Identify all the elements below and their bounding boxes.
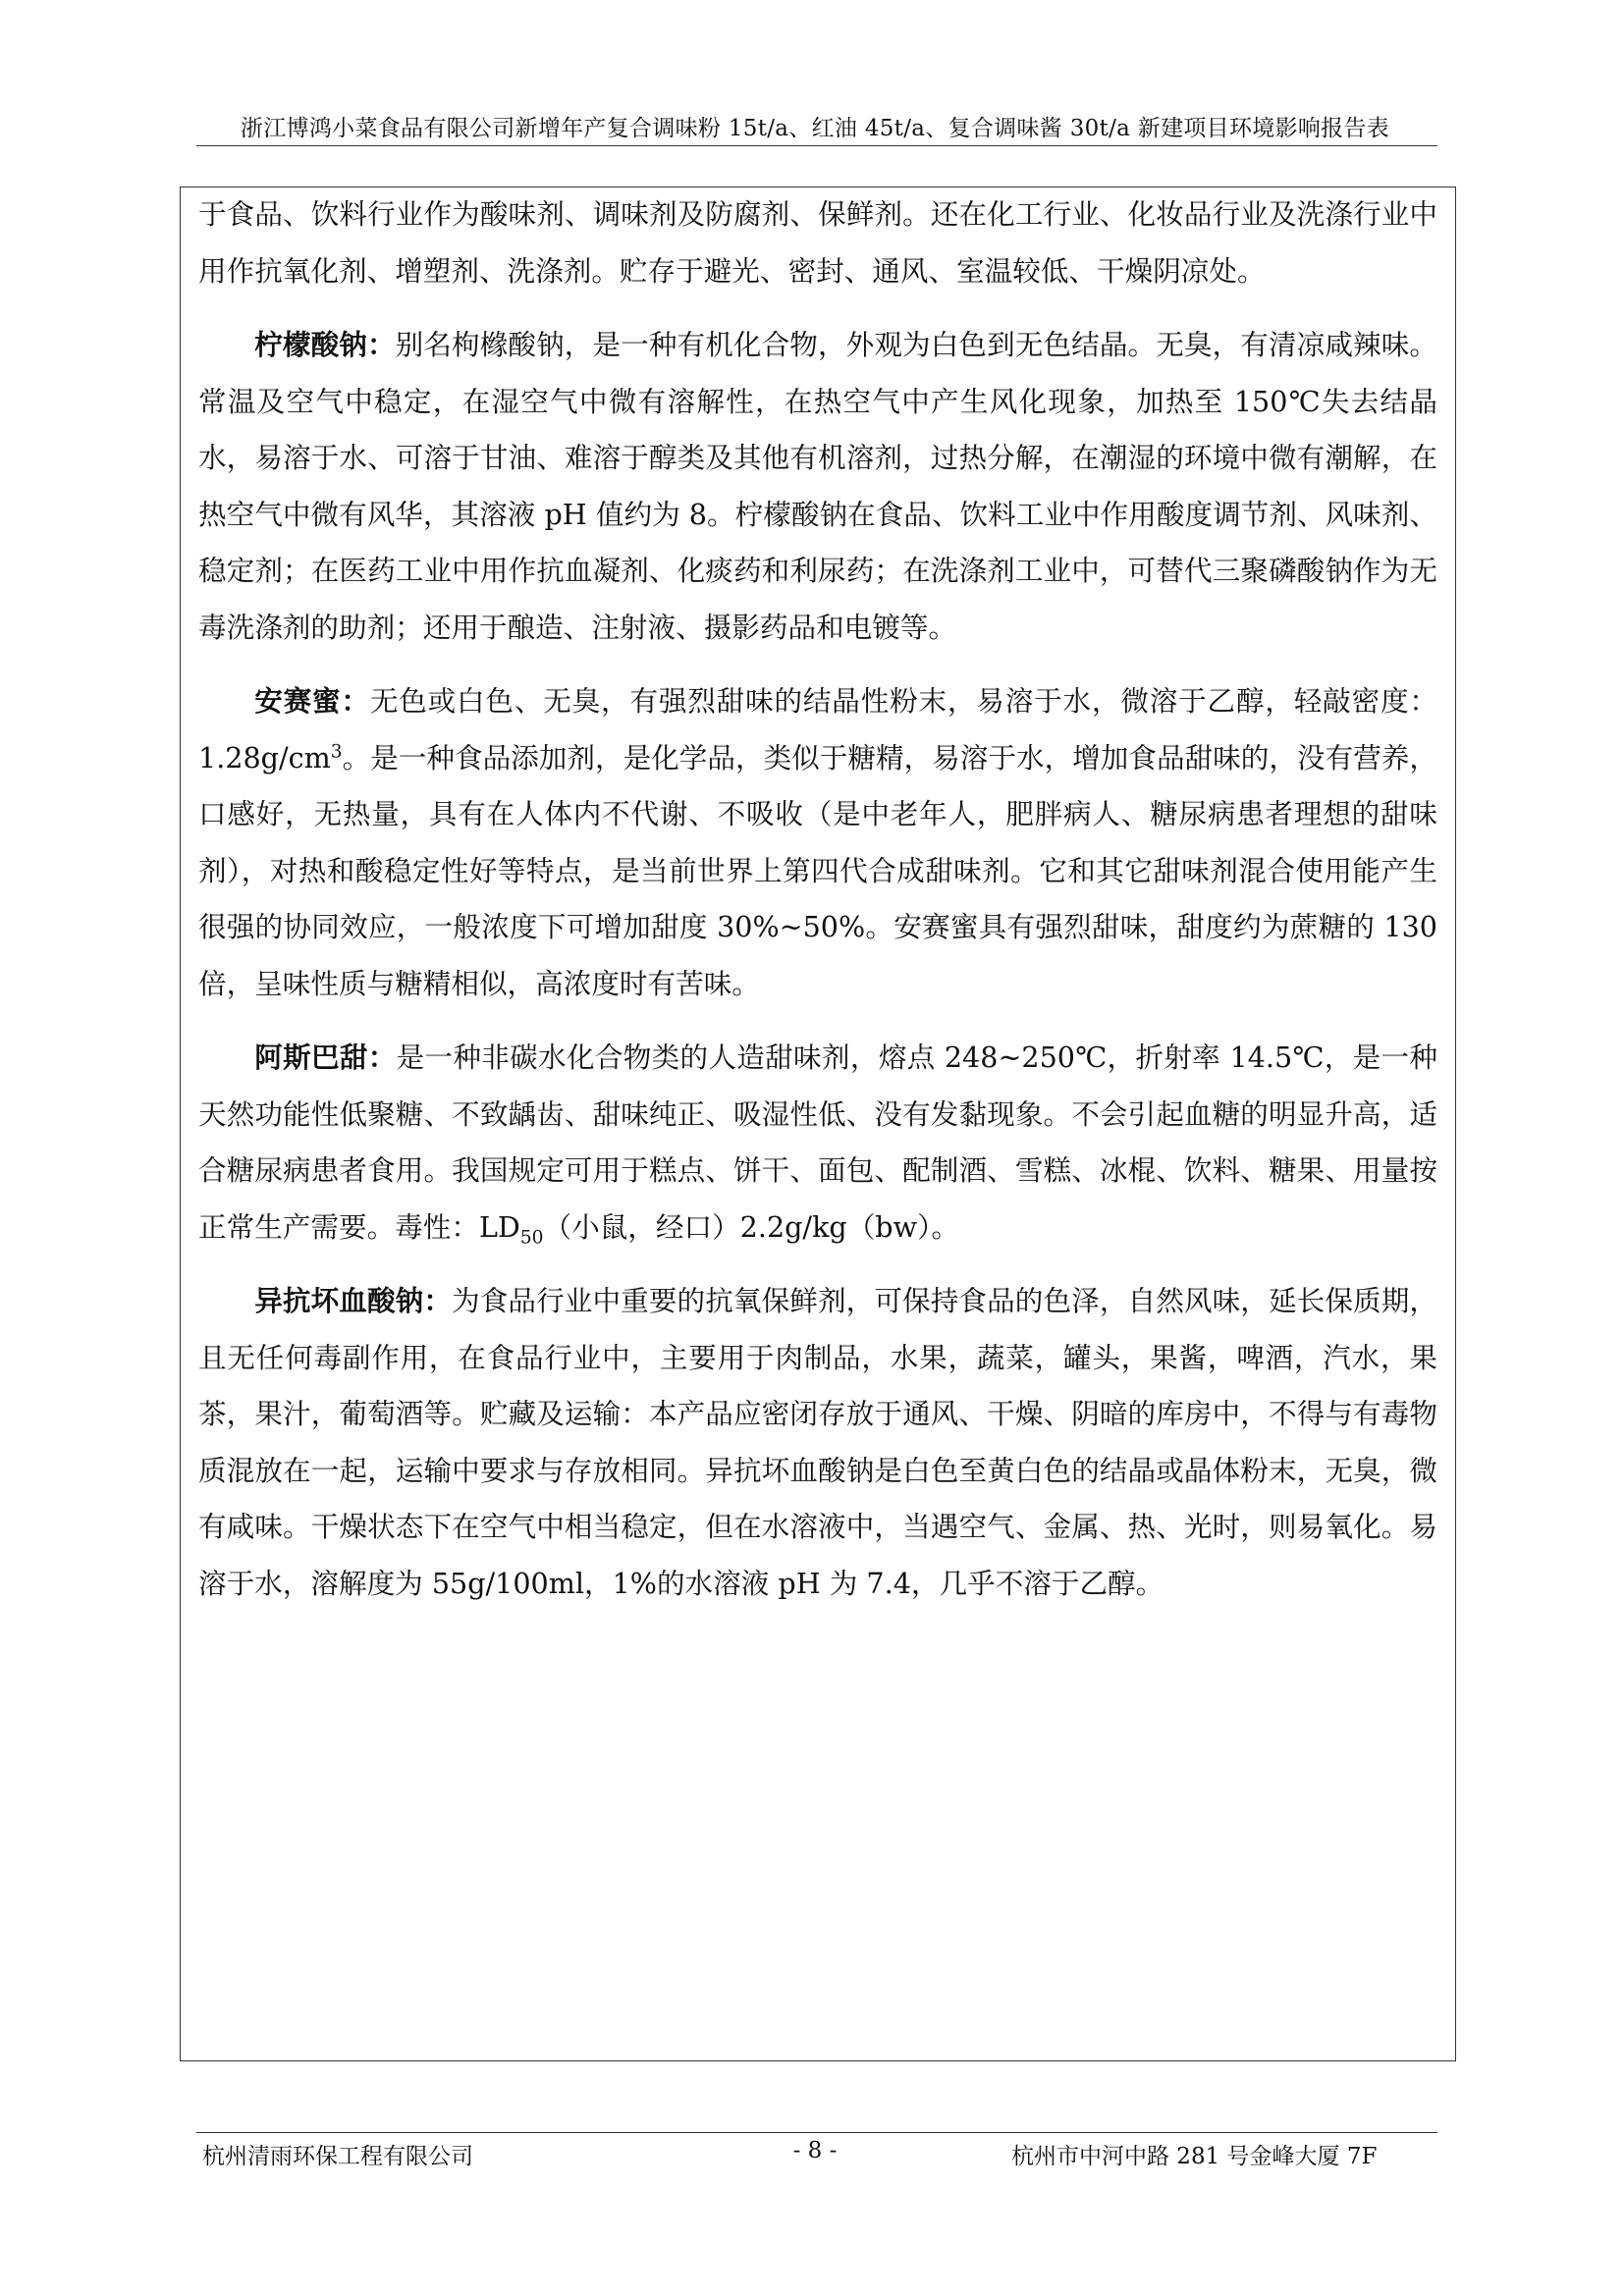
superscript: 3 xyxy=(330,740,343,762)
page-header-title: 浙江博鸿小菜食品有限公司新增年产复合调味粉 15t/a、红油 45t/a、复合调味酱 30t/a 新建项目环境影响报告表 xyxy=(240,116,1390,141)
entry-acesulfame xyxy=(198,673,1437,1012)
footer-divider xyxy=(196,2132,1437,2133)
page-number: - 8 - xyxy=(792,2138,838,2163)
term-sodium-citrate: 柠檬酸钠： xyxy=(254,328,396,361)
term-sodium-erythorbate: 异抗坏血酸钠： xyxy=(254,1284,453,1317)
entry-aspartame xyxy=(198,1030,1437,1255)
subscript: 50 xyxy=(519,1227,544,1249)
entry-sodium-erythorbate xyxy=(198,1273,1437,1612)
entry-text: 。是一种食品添加剂，是化学品，类似于糖精，易溶于水，增加食品甜味的，没有营养，口感好，无热量，具有在人体内不代谢、不吸收（是中老年人，肥胖病人、糖尿病患者理想的甜味剂），对热和酸稳定性好等特点，是当前世界上第四代合成甜味剂。它和其它甜味剂混合使用能产生很强的协同效应，一般浓度下可增加甜度 30%~50%。安赛蜜具有强烈甜味，甜度约为蔗糖的 130 倍，呈味性质与糖精相似，高浓度时有苦味。 xyxy=(198,740,1437,1000)
entry-text: 为食品行业中重要的抗氧保鲜剂，可保持食品的色泽，自然风味，延长保质期，且无任何毒副作用，在食品行业中，主要用于肉制品，水果，蔬菜，罐头，果酱，啤酒，汽水，果茶，果汁，葡萄酒等。贮藏及运输：本产品应密闭存放于通风、干燥、阴暗的库房中，不得与有毒物质混放在一起，运输中要求与存放相同。异抗坏血酸钠是白色至黄白色的结晶或晶体粉末，无臭，微有咸味。干燥状态下在空气中相当稳定，但在水溶液中，当遇空气、金属、热、光时，则易氧化。易溶于水，溶解度为 55g/100ml，1%的水溶液 pH 为 7.4，几乎不溶于乙醇。 xyxy=(198,1284,1437,1600)
entry-sodium-citrate xyxy=(198,317,1437,656)
paragraph-continuation: 于食品、饮料行业作为酸味剂、调味剂及防腐剂、保鲜剂。还在化工行业、化妆品行业及洗涤行业中用作抗氧化剂、增塑剂、洗涤剂。贮存于避光、密封、通风、室温较低、干燥阴凉处。 xyxy=(198,197,1437,288)
term-acesulfame: 安赛蜜： xyxy=(254,684,370,718)
entry-text: 无色或白色、无臭，有强烈甜味的结晶性粉末，易溶于水，微溶于乙醇，轻敲密度：1.28g/cm xyxy=(198,684,1437,774)
footer-company: 杭州清雨环保工程有限公司 xyxy=(202,2144,473,2169)
document-body xyxy=(198,187,1437,1612)
footer-address: 杭州市中河中路 281 号金峰大厦 7F xyxy=(1011,2144,1378,2169)
header-divider xyxy=(196,145,1437,146)
entry-text: （小鼠，经口）2.2g/kg（bw）。 xyxy=(543,1209,959,1244)
entry-text: 别名枸橼酸钠，是一种有机化合物，外观为白色到无色结晶。无臭，有清凉咸辣味。常温及空气中稳定，在湿空气中微有溶解性，在热空气中产生风化现象，加热至 150℃失去结晶水，易溶于水、可溶于甘油、难溶于醇类及其他有机溶剂，过热分解，在潮湿的环境中微有潮解，在热空气中微有风华，其溶液 pH 值约为 8。柠檬酸钠在食品、饮料工业中作用酸度调节剂、风味剂、稳定剂；在医药工业中用作抗血凝剂、化痰药和利尿药；在洗涤剂工业中，可替代三聚磷酸钠作为无毒洗涤剂的助剂；还用于酿造、注射液、摄影药品和电镀等。 xyxy=(198,328,1437,644)
entry-text: 是一种非碳水化合物类的人造甜味剂，熔点 248~250℃，折射率 14.5℃，是一种天然功能性低聚糖、不致龋齿、甜味纯正、吸湿性低、没有发黏现象。不会引起血糖的明显升高，适合糖尿病患者食用。我国规定可用于糕点、饼干、面包、配制酒、雪糕、冰棍、饮料、糖果、用量按正常生产需要。毒性：LD xyxy=(198,1041,1437,1244)
term-aspartame: 阿斯巴甜： xyxy=(254,1041,397,1074)
